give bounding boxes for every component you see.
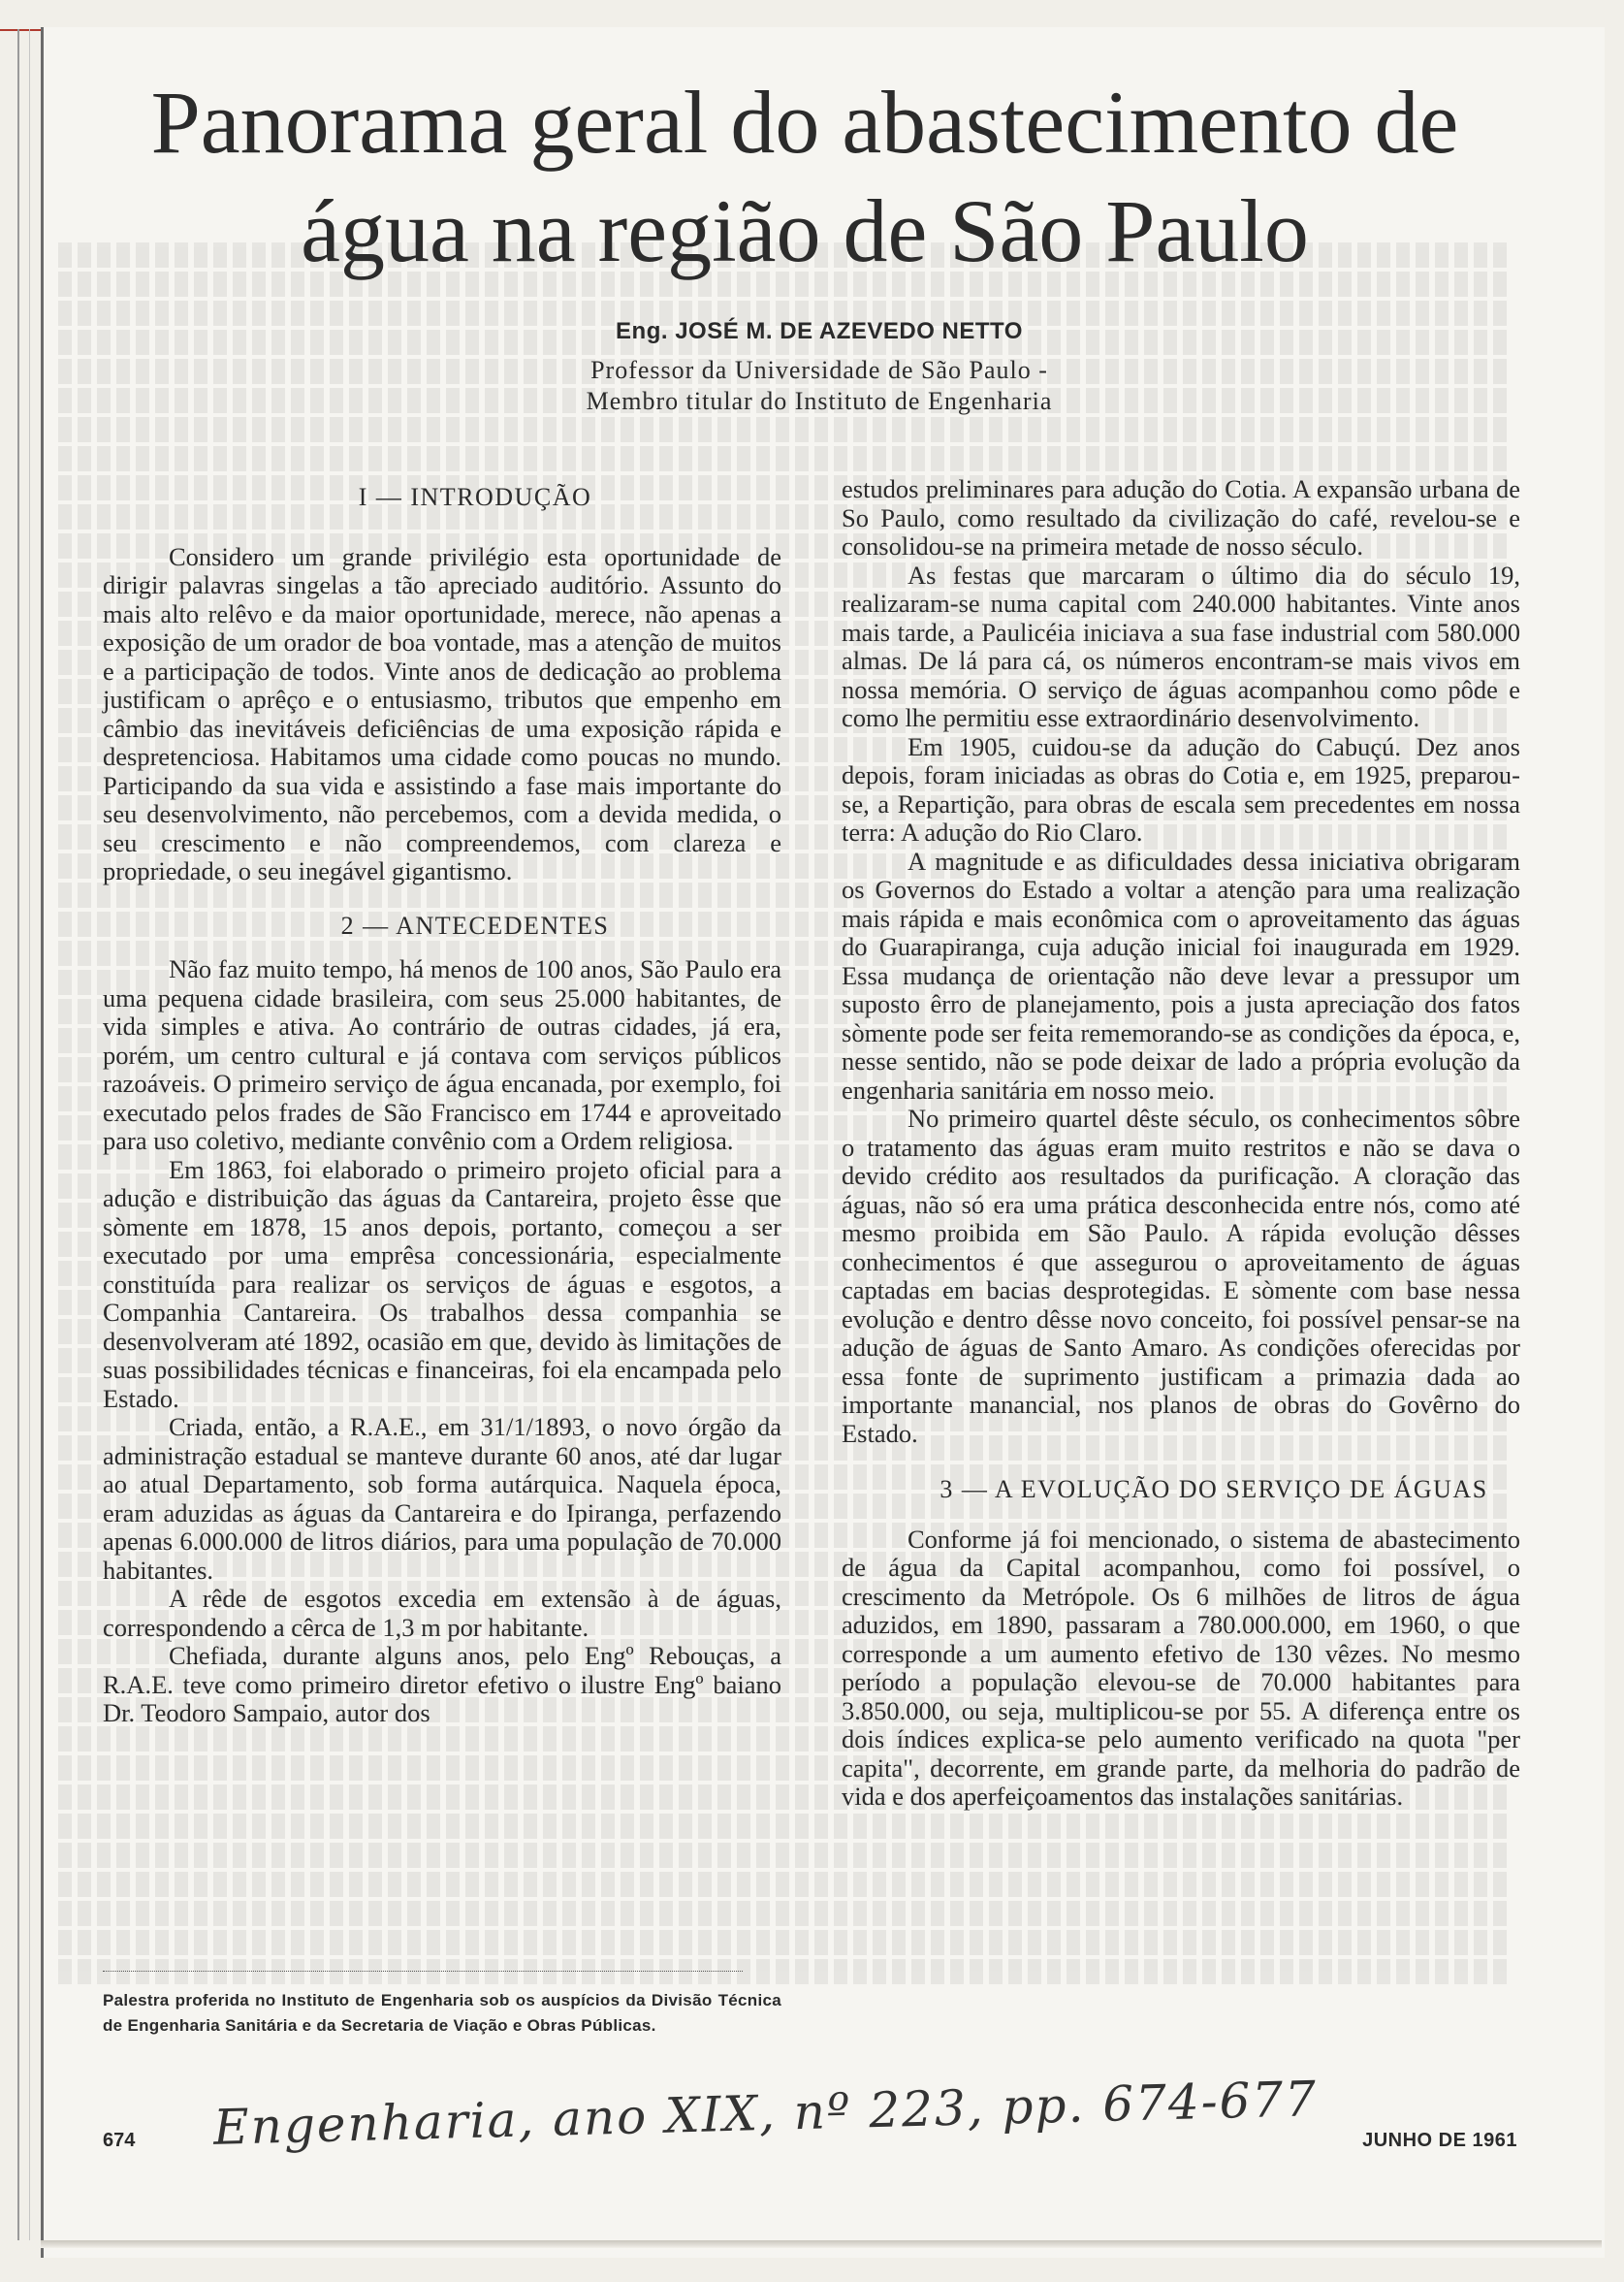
author-name: Eng. JOSÉ M. DE AZEVEDO NETTO xyxy=(616,318,1023,344)
paragraph: Em 1905, cuidou-se da adução do Cabuçú. Dez anos depois, foram iniciadas as obras do Cotia e, em 1925, preparou-se, a Repartição, para obras de escala sem precedentes em nossa terra: A adução do Rio Claro. xyxy=(842,731,1520,847)
binding-edge xyxy=(17,29,19,2240)
paragraph: A magnitude e as dificuldades dessa iniciativa obrigaram os Governos do Estado a voltar a atenção para uma realização mais rápida e mais econômica com o aproveitamento das águas do Guarapiranga, cuja adução inicial foi inaugurada em 1929. Essa mudança de orientação não deve levar a pressupor um suposto êrro de planejamento, pois a justa apreciação dos fatos sòmente pode ser feita rememorando-se as condições da época, e, nesse sentido, não se pode deixar de lado a própria evolução da engenharia sanitária em nosso meio. xyxy=(842,846,1520,1105)
issue-date: JUNHO DE 1961 xyxy=(1362,2130,1517,2151)
section-heading-evolucao: 3 — A EVOLUÇÃO DO SERVIÇO DE ÁGUAS xyxy=(939,1475,1488,1503)
paragraph: Criada, então, a R.A.E., em 31/1/1893, o novo órgão da administração estadual se manteve durante 60 anos, até dar lugar ao atual Departamento, sob forma autárquica. Naquela época, eram aduzidas as águas da Cantareira e do Ipiranga, perfazendo apenas 6.000.000 de litros diários, para uma população de 70.000 habitantes. xyxy=(103,1412,781,1585)
paragraph-continued: estudos preliminares para adução do Cotia. A expansão urbana de So Paulo, como resultado da civilização do café, revelou-se e consolidou-se na primeira metade de nosso século. xyxy=(842,474,1520,561)
article-title xyxy=(97,68,1513,285)
paragraph: A rêde de esgotos excedia em extensão à de águas, correspondendo a cêrca de 1,3 m por habitante. xyxy=(103,1584,781,1642)
paragraph: Conforme já foi mencionado, o sistema de abastecimento de água da Capital acompanhou, como foi possível, o crescimento da Metrópole. Os 6 milhões de litros de água aduzidos, em 1890, passaram a 780.000.000, em 1960, o que corresponde a um aumento efetivo de 130 vêzes. No mesmo período a população elevou-se de 70.000 habitantes para 3.850.000, ou seja, multiplicou-se por 55. A diferença entre os dois índices explica-se pelo aumento verificado na quota "per capita", decorrente, em grande parte, da melhoria do padrão de vida e dos aperfeiçoamentos das instalações sanitárias. xyxy=(842,1524,1520,1811)
section-heading-introducao: I — INTRODUÇÃO xyxy=(358,483,592,511)
footnote: Palestra proferida no Instituto de Engenharia sob os auspícios da Divisão Técnica de Engenharia Sanitária e da Secretaria de Viação e Obras Públicas. xyxy=(103,1991,781,2035)
paragraph: Em 1863, foi elaborado o primeiro projeto oficial para a adução e distribuição das águas da Cantareira, projeto êsse que sòmente em 1878, 15 anos depois, portanto, começou a ser executado por uma emprêsa concessionária, especialmente constituída para realizar os serviços de águas e esgotos, a Companhia Cantareira. Os trabalhos dessa companhia se desenvolveram até 1892, ocasião em que, devido às limitações de suas possibilidades técnicas e financeiras, foi ela encampada pelo Estado. xyxy=(103,1154,781,1413)
handwritten-citation: Engenharia, ano XIX, nº 223, pp. 674-677 xyxy=(212,2071,1319,2156)
page-bottom-edge xyxy=(41,2240,1602,2248)
paragraph: As festas que marcaram o último dia do século 19, realizaram-se numa capital com 240.000 habitantes. Vinte anos mais tarde, a Paulicéia iniciava a sua fase industrial com 580.000 almas. De lá para cá, os números encontram-se mais vivos em nossa memória. O serviço de águas acompanhou como pôde e como lhe permitiu esse extraordinário desenvolvimento. xyxy=(842,560,1520,732)
binding-edge-inner xyxy=(29,29,30,2240)
paragraph-intro: Considero um grande privilégio esta oportunidade de dirigir palavras singelas a tão apreciado auditório. Assunto do mais alto relêvo e da maior oportunidade, merece, não apenas a exposição de um orador de boa vontade, mas a atenção de muitos e a participação de todos. Vinte anos de dedicação ao problema justificam o aprêço e o entusiasmo, tributos que empenho em câmbio das inevitáveis deficiências de uma exposição rápida e despretenciosa. Habitamos uma cidade como poucas no mundo. Participando da sua vida e assistindo a fase mais importante do seu desenvolvimento, não percebemos, com a devida medida, o seu crescimento e não compreendemos, com clareza e propriedade, o seu inegável gigantismo. xyxy=(103,541,781,885)
page-number: 674 xyxy=(103,2130,136,2151)
section-heading-antecedentes: 2 — ANTECEDENTES xyxy=(340,911,610,940)
title-line-2: água na região de São Paulo xyxy=(301,181,1309,280)
paragraph: Chefiada, durante alguns anos, pelo Engº Rebouças, a R.A.E. teve como primeiro diretor efetivo o ilustre Engº baiano Dr. Teodoro Sampaio, autor dos xyxy=(103,1641,781,1727)
author-block xyxy=(320,318,1319,417)
title-line-1: Panorama geral do abastecimento de xyxy=(150,73,1459,172)
right-column xyxy=(842,475,1520,1812)
footnote-divider xyxy=(103,1971,743,1972)
left-column xyxy=(103,475,781,1728)
paragraph: No primeiro quartel dêste século, os conhecimentos sôbre o tratamento das águas eram muito restritos e não se dava o devido crédito aos resultados da purificação. A cloração das águas, não só era uma prática desconhecida entre nós, como até mesmo proibida em São Paulo. A rápida evolução dêsses conhecimentos é que assegurou o aproveitamento de águas captadas em bacias desprotegidas. E sòmente com base nessa evolução e dentro dêsse novo conceito, foi possível pensar-se na adução de águas de Santo Amaro. As condições oferecidas por essa fonte de suprimento justificam a primazia dada ao importante manancial, nos planos de obras do Govêrno do Estado. xyxy=(842,1104,1520,1448)
author-affiliation-2: Membro titular do Instituto de Engenharia xyxy=(586,387,1053,415)
paragraph: Não faz muito tempo, há menos de 100 anos, São Paulo era uma pequena cidade brasileira, com seus 25.000 habitantes, de vida simples e ativa. Ao contrário de outras cidades, já era, porém, um centro cultural e já contava com serviços públicos razoáveis. O primeiro serviço de água encanada, por exemplo, foi executado pelos frades de São Francisco em 1744 e aproveitado para uso coletivo, mediante convênio com a Ordem religiosa. xyxy=(103,954,781,1155)
author-affiliation-1: Professor da Universidade de São Paulo - xyxy=(590,356,1048,384)
